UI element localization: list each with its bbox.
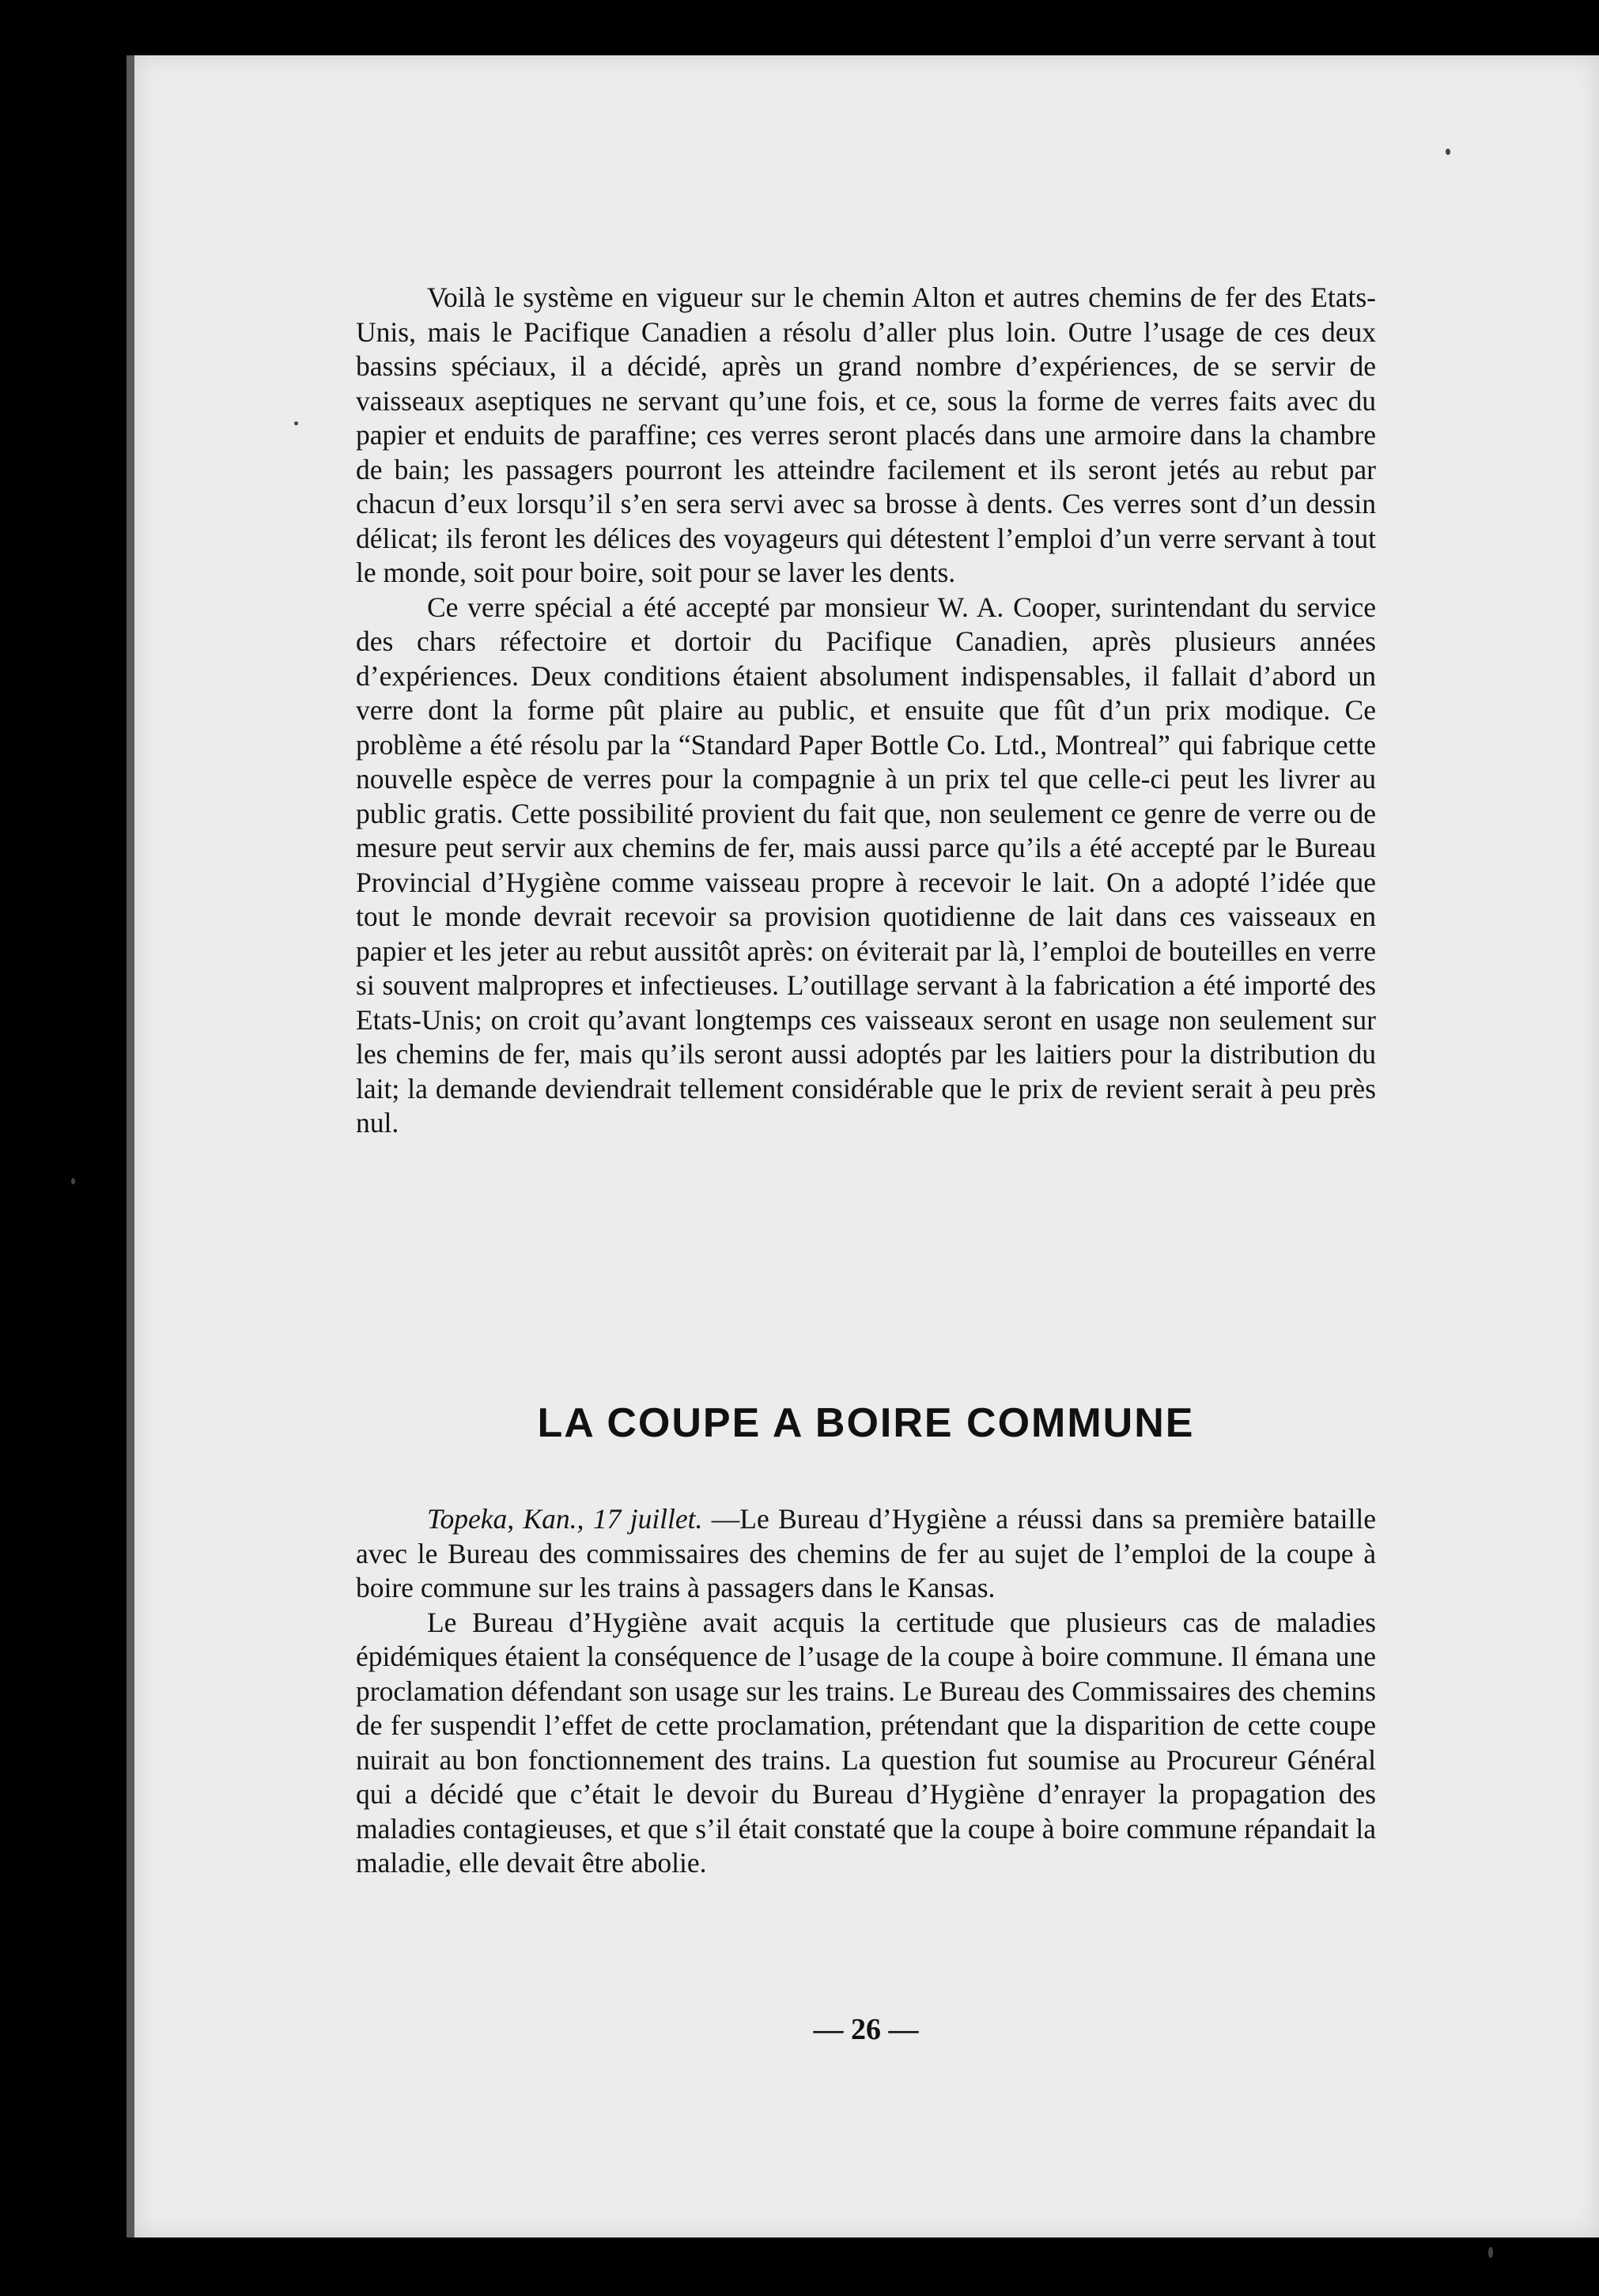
dateline: Topeka, Kan., 17 juillet. [427,1503,703,1535]
section-heading: LA COUPE A BOIRE COMMUNE [537,1400,1195,1446]
paragraph-text: —Le Bureau d’Hygiène a réussi dans sa première bataille avec le Bureau des commissaires des chemins de fer au sujet de l’emploi de la coupe à boire commune sur les trains à passagers dans le Kansas. [356,1503,1376,1603]
ink-speck [294,421,298,425]
paragraph: Voilà le système en vigueur sur le chemin Alton et autres chemins de fer des Etats-Unis, mais le Pacifique Canadien a résolu d’aller plus loin. Outre l’usage de ces deux bassins spéciaux, il a décidé, après un grand nombre d’expériences, de se servir de vaisseaux aseptiques ne servant qu’une fois, et ce, sous la forme de verres faits avec du papier et enduits de paraffine; ces verres seront placés dans une armoire dans la chambre de bain; les passagers pourront les atteindre facilement et ils seront jetés au rebut par chacun d’eux lorsqu’il s’en sera servi avec sa brosse à dents. Ces verres sont d’un dessin délicat; ils feront les délices des voyageurs qui détestent l’emploi d’un verre servant à tout le monde, soit pour boire, soit pour se laver les dents. [356,281,1376,588]
ink-speck [1488,2247,1493,2258]
ink-speck [1446,149,1450,155]
paragraph [356,1502,1376,1606]
article-body [356,1502,1376,1881]
paragraph: Le Bureau d’Hygiène avait acquis la certitude que plusieurs cas de maladies épidémiques étaient la conséquence de l’usage de la coupe à boire commune. Il émana une proclamation défendant son usage sur les trains. Le Bureau des Commissaires des chemins de fer suspendit l’effet de cette proclamation, prétendant que la disparition de cette coupe nuirait au bon fonctionnement des trains. La question fut soumise au Procureur Général qui a décidé que c’était le devoir du Bureau d’Hygiène d’enrayer la propagation des maladies contagieuses, et que s’il était constaté que la coupe à boire commune répandait la maladie, elle devait être abolie. [356,1606,1376,1879]
article-continuation [356,281,1376,1141]
paragraph: Ce verre spécial a été accepté par monsieur W. A. Cooper, surintendant du service des chars réfectoire et dortoir du Pacifique Canadien, après plusieurs années d’expériences. Deux conditions étaient absolument indispensables, il fallait d’abord un verre dont la forme pût plaire au public, et ensuite que fût d’un prix modique. Ce problème a été résolu par la “Standard Paper Bottle Co. Ltd., Montreal” qui fabrique cette nouvelle espèce de verres pour la compagnie à un prix tel que celle-ci peut les livrer au public gratis. Cette possibilité provient du fait que, non seulement ce genre de verre ou de mesure peut servir aux chemins de fer, mais aussi parce qu’ils a été accepté par le Bureau Provincial d’Hygiène comme vaisseau propre à recevoir le lait. On a adopté l’idée que tout le monde devrait recevoir sa provision quotidienne de lait dans ces vaisseaux en papier et les jeter au rebut aussitôt après: on éviterait par là, l’emploi de bouteilles en verre si souvent malpropres et infectieuses. L’outillage servant à la fabrication a été importé des Etats-Unis; on croit qu’avant longtemps ces vaisseaux seront en usage non seulement sur les chemins de fer, mais qu’ils seront aussi adoptés par les laitiers pour la distribution du lait; la demande deviendrait tellement considérable que le prix de revient serait à peu près nul. [356,591,1376,1139]
page-number: — 26 — [813,2013,919,2046]
ink-speck [71,1178,75,1184]
